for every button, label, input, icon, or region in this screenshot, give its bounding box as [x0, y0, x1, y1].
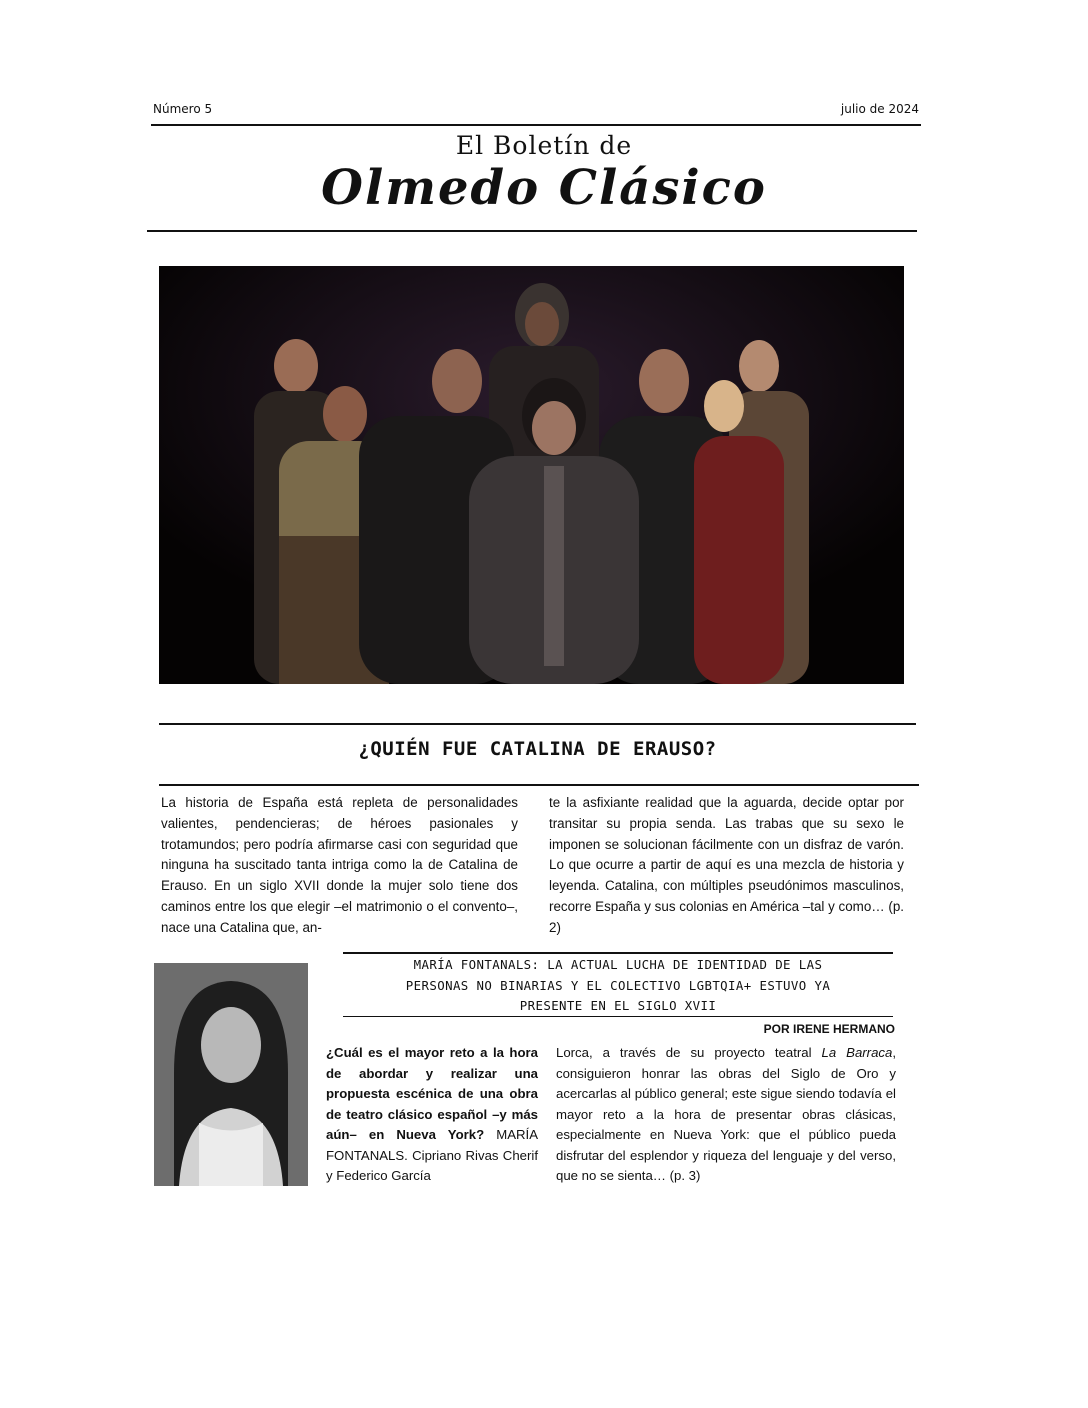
masthead-title: Olmedo Clásico — [321, 160, 767, 216]
interview-headline-line-2: PERSONAS NO BINARIAS Y EL COLECTIVO LGBTQIA+ ESTUVO YA — [405, 977, 831, 993]
interview-headline-top-rule — [343, 952, 893, 954]
cast-photo — [159, 266, 904, 684]
interview-question: ¿Cuál es el mayor reto a la hora de abordar y realizar una propuesta escénica de una obra de teatro clásico español –y más aún– en Nueva York? — [326, 1045, 538, 1142]
masthead-subtitle: El Boletín de — [455, 131, 633, 160]
author-portrait — [154, 963, 308, 1186]
interview-text-after: , consiguieron honrar las obras del Siglo de Oro y acercarlas al público general; este sigue siendo todavía el mayor reto a la hora de presentar obras clásicas, especialmente en Nueva York: que el público pueda disfrutar del esplendor y riqueza del lenguaje y del verso, que no se sienta… (p. 3) — [556, 1045, 897, 1183]
interview-headline-bottom-rule — [343, 1016, 893, 1017]
headline-top-rule — [159, 723, 916, 725]
interview-answer-start: MARÍA FONTANALS. Cipriano Rivas Cherif y Federico García — [326, 1127, 538, 1183]
byline: POR IRENE HERMANO — [763, 1022, 895, 1036]
article-column-2: te la asfixiante realidad que la aguarda, decide optar por transitar su propia senda. Las trabas que su sexo le imponen se solucionan fácilmente con un disfraz de varón. Lo que ocurre a partir de aquí es una mezcla de historia y leyenda. Catalina, con múltiples pseudónimos masculinos, recorre España y sus colonias en América –tal y como… (p. 2) — [549, 795, 905, 935]
interview-italic-title: La Barraca — [821, 1045, 893, 1060]
issue-header — [151, 98, 921, 126]
interview-column-2 — [556, 1043, 896, 1187]
article-headline: ¿QUIÉN FUE CATALINA DE ERAUSO? — [358, 738, 717, 760]
interview-headline — [343, 955, 893, 1017]
headline-bottom-rule — [159, 784, 919, 786]
interview-headline-line-3: PRESENTE EN EL SIGLO XVII — [519, 998, 717, 1013]
issue-date: julio de 2024 — [840, 102, 919, 116]
issue-number: Número 5 — [153, 102, 213, 116]
interview-column-1 — [326, 1043, 538, 1187]
masthead-divider — [147, 230, 917, 232]
article-column-1: La historia de España está repleta de personalidades valientes, pendencieras; de héroes pasionales y trotamundos; pero podría afirmarse casi con seguridad que ninguna ha suscitado tanta intriga como la de Catalina de Erauso. En un siglo XVII donde la mujer solo tiene dos caminos entre los que elegir –el matrimonio o el convento–, nace una Catalina que, an- — [161, 795, 518, 935]
interview-headline-line-1: MARÍA FONTANALS: LA ACTUAL LUCHA DE IDENTIDAD DE LAS — [413, 957, 823, 972]
interview-text-before: Lorca, a través de su proyecto teatral — [556, 1045, 822, 1060]
